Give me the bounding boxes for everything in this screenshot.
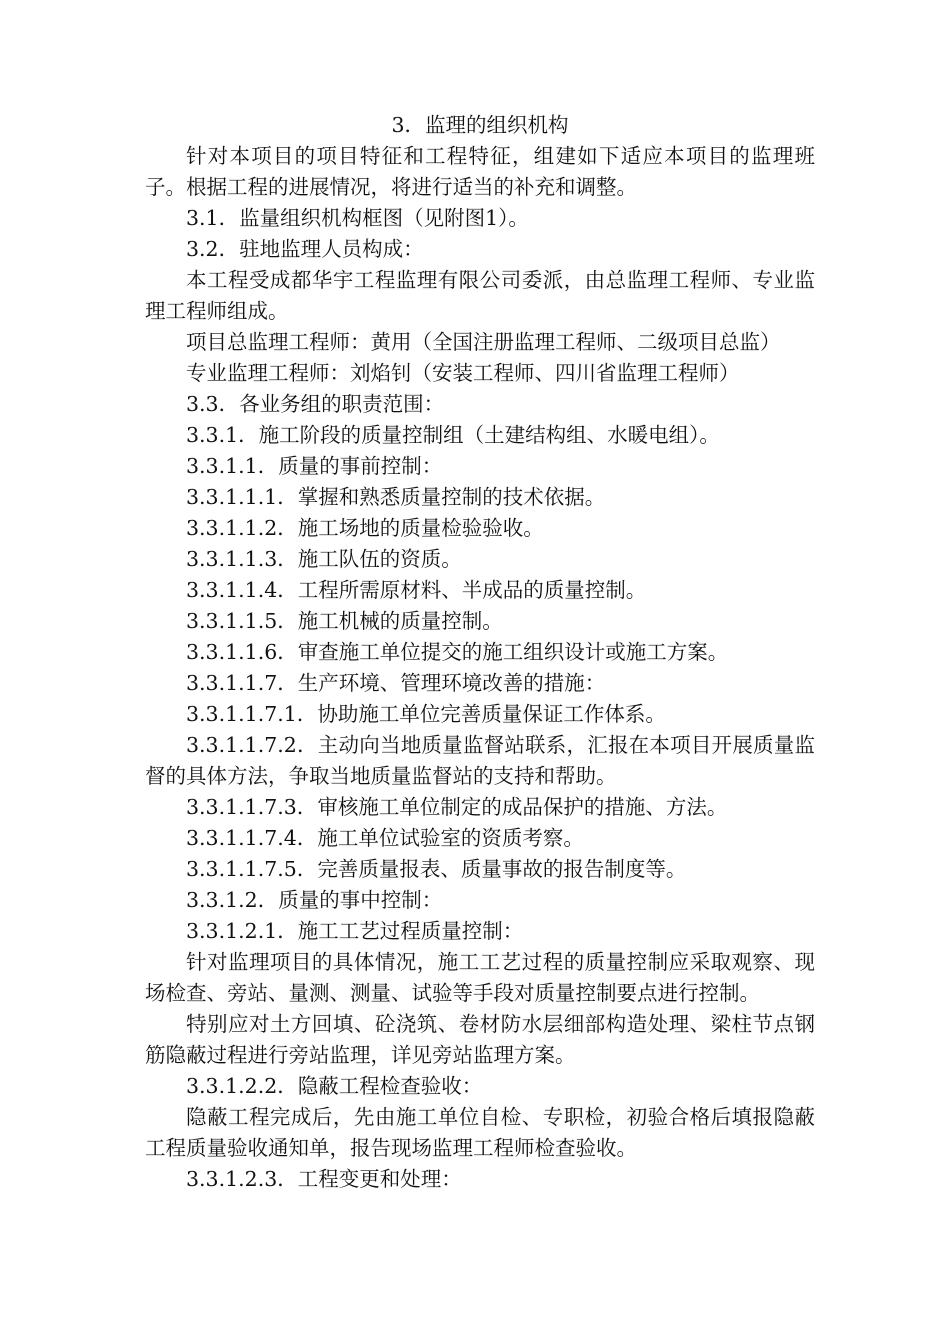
paragraph: 3.3.1.1.4．工程所需原材料、半成品的质量控制。 <box>186 578 647 602</box>
paragraph: 3.3.1.1.7．生产环境、管理环境改善的措施： <box>186 671 606 695</box>
paragraph: 3.3.1.2．质量的事中控制： <box>186 888 443 912</box>
paragraph: 3.3.1.1.5．施工机械的质量控制。 <box>186 609 503 633</box>
paragraph: 3.2．驻地监理人员构成： <box>186 237 424 261</box>
paragraph: 3.3.1.1.7.5．完善质量报表、质量事故的报告制度等。 <box>186 857 687 881</box>
paragraph: 3.3.1.1.1．掌握和熟悉质量控制的技术依据。 <box>186 485 606 509</box>
paragraph: 3.1．监量组织机构框图（见附图1）。 <box>186 206 529 230</box>
paragraph: 针对本项目的项目特征和工程特征，组建如下适应本项目的监理班子。根据工程的进展情况，将进行适当的补充和调整。 <box>145 144 815 199</box>
section-title: 3．监理的组织机构 <box>391 113 569 137</box>
paragraph: 3.3.1.1.3．施工队伍的资质。 <box>186 547 462 571</box>
paragraph: 本工程受成都华宇工程监理有限公司委派，由总监理工程师、专业监理工程师组成。 <box>145 268 815 323</box>
paragraph: 3.3．各业务组的职责范围： <box>186 392 445 416</box>
paragraph: 3.3.1.2.1．施工工艺过程质量控制： <box>186 919 524 943</box>
paragraph: 3.3.1．施工阶段的质量控制组（土建结构组、水暖电组）。 <box>186 423 720 447</box>
paragraph: 3.3.1.1.7.4．施工单位试验室的资质考察。 <box>186 826 584 850</box>
paragraph: 3.3.1.1．质量的事前控制： <box>186 454 443 478</box>
paragraph: 3.3.1.1.7.3．审核施工单位制定的成品保护的措施、方法。 <box>186 795 728 819</box>
paragraph: 隐蔽工程完成后，先由施工单位自检、专职检，初验合格后填报隐蔽工程质量验收通知单，报告现场监理工程师检查验收。 <box>145 1105 815 1160</box>
paragraph: 3.3.1.1.7.2．主动向当地质量监督站联系，汇报在本项目开展质量监督的具体方法，争取当地质量监督站的支持和帮助。 <box>145 733 815 788</box>
paragraph: 3.3.1.2.2．隐蔽工程检查验收： <box>186 1074 483 1098</box>
paragraph: 3.3.1.1.7.1．协助施工单位完善质量保证工作体系。 <box>186 702 666 726</box>
paragraph: 专业监理工程师：刘焰钊（安装工程师、四川省监理工程师） <box>186 361 740 385</box>
paragraph: 项目总监理工程师：黄用（全国注册监理工程师、二级项目总监） <box>186 330 781 354</box>
paragraph: 特别应对土方回填、砼浇筑、卷材防水层细部构造处理、梁柱节点钢筋隐蔽过程进行旁站监理，详见旁站监理方案。 <box>145 1012 815 1067</box>
paragraph: 3.3.1.1.2．施工场地的质量检验验收。 <box>186 516 544 540</box>
paragraph: 3.3.1.1.6．审查施工单位提交的施工组织设计或施工方案。 <box>186 640 729 664</box>
paragraph: 3.3.1.2.3．工程变更和处理： <box>186 1167 462 1191</box>
paragraph: 针对监理项目的具体情况，施工工艺过程的质量控制应采取观察、现场检查、旁站、量测、测量、试验等手段对质量控制要点进行控制。 <box>145 950 815 1005</box>
document-page <box>145 110 815 1195</box>
